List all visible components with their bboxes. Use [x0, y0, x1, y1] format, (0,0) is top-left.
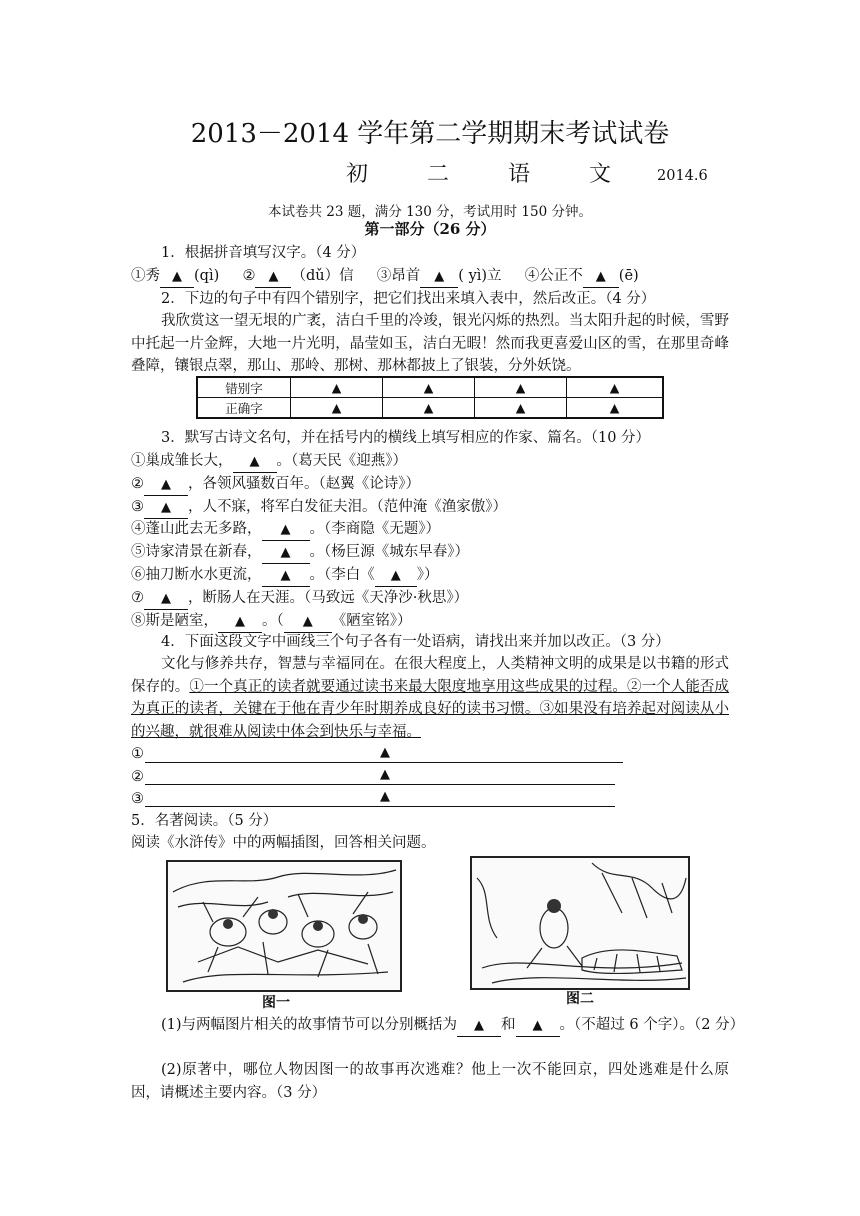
q3-line: ⑧斯是陋室， ▲ 。（ ▲ 《陋室铭》）	[131, 611, 412, 633]
underlined-sentences: ①一个真正的读者就要通过读书来最大限度地享用这些成果的过程。②一个人能否成为真正的读者，关键在于他在青少年时期养成良好的读书习惯。③如果没有培养起对阅读从小的兴趣，就很难从阅读中体会到快乐与幸福。	[131, 678, 730, 740]
q3-line: ①巢成雏长大， ▲ 。（葛天民《迎燕》）	[131, 451, 407, 473]
answer-blank[interactable]: ▲	[144, 475, 188, 496]
answer-blank[interactable]: ▲	[144, 498, 188, 519]
figure-one-caption: 图一	[262, 995, 290, 1011]
exam-title: 2013－2014 学年第二学期期末考试试卷	[190, 119, 670, 149]
answer-blank[interactable]: ▲	[284, 612, 332, 633]
answer-blank[interactable]: ▲	[420, 267, 458, 288]
answer-blank[interactable]: ▲	[457, 1016, 501, 1037]
q5-intro: 阅读《水浒传》中的两幅插图，回答相关问题。	[131, 835, 436, 851]
answer-line[interactable]	[145, 762, 623, 763]
q1-items: ①秀 ▲ (qì) ② ▲ （dǔ）信 ③昂首 ▲ ( yì)立 ④公正不 ▲ (ē)	[131, 266, 639, 288]
q3-line: ④蓬山此去无多路， ▲ 。（李商隐《无题》）	[131, 519, 440, 541]
answer-cell[interactable]: ▲	[567, 377, 663, 398]
answer-triangle: ▲	[380, 745, 390, 760]
answer-blank[interactable]: ▲	[516, 1016, 560, 1037]
q4-passage: 文化与修养共存，智慧与幸福同在。在很大程度上，人类精神文明的成果是以书籍的形式保存的。①一个真正的读者就要通过读书来最大限度地享用这些成果的过程。②一个人能否成为真正的读者，关键在于他在青少年时期养成良好的读书习惯。③如果没有培养起对阅读从小的兴趣，就很难从阅读中体会到快乐与幸福。	[131, 656, 730, 740]
q2-stem: 2．下边的句子中有四个错别字，把它们找出来填入表中，然后改正。（4 分）	[161, 291, 656, 307]
q3-line: ⑥抽刀断水水更流， ▲ 。（李白《 ▲ 》）	[131, 565, 439, 587]
answer-triangle: ▲	[380, 789, 390, 804]
answer-cell[interactable]: ▲	[567, 398, 663, 419]
answer-blank[interactable]: ▲	[233, 452, 277, 473]
answer-cell[interactable]: ▲	[291, 377, 383, 398]
q4-stem: 4．下面这段文字中画线三个句子各有一处语病，请找出来并加以改正。（3 分）	[161, 634, 670, 650]
figure-two-caption: 图二	[566, 991, 594, 1007]
answer-blank[interactable]: ▲	[144, 589, 188, 610]
illustration-figure-one	[166, 860, 402, 992]
q3-line: ② ▲ ，各领风骚数百年。（赵翼《论诗》）	[131, 474, 420, 496]
answer-blank[interactable]: ▲	[583, 267, 619, 288]
q1-stem: 1．根据拼音填写汉字。（4 分）	[161, 245, 366, 261]
answer-blank[interactable]: ▲	[375, 566, 417, 587]
error-table	[196, 376, 664, 419]
q5-part2: (2)原著中，哪位人物因图一的故事再次逃难？他上一次不能回京，四处逃难是什么原因，请概述主要内容。（3 分）	[131, 1062, 729, 1101]
q3-stem: 3．默写古诗文名句，并在括号内的横线上填写相应的作家、篇名。（10 分）	[161, 430, 651, 446]
q3-line: ⑦ ▲ ，断肠人在天涯。（马致远《天净沙·秋思》）	[131, 588, 468, 610]
answer-line[interactable]	[145, 806, 615, 807]
answer-mark: ②	[131, 769, 144, 785]
answer-cell[interactable]: ▲	[475, 398, 567, 419]
row-label: 正确字	[197, 398, 291, 419]
q3-line: ⑤诗家清景在新春， ▲ 。（杨巨源《城东早春》）	[131, 542, 469, 564]
q5-stem: 5．名著阅读。（5 分）	[131, 813, 278, 829]
answer-blank[interactable]: ▲	[262, 520, 310, 541]
q3-line: ③ ▲ ，人不寐，将军白发征夫泪。（范仲淹《渔家傲》）	[131, 497, 507, 519]
part-one-heading: 第一部分（26 分）	[364, 220, 496, 238]
exam-date: 2014.6	[657, 168, 708, 184]
answer-cell[interactable]: ▲	[383, 377, 475, 398]
answer-line[interactable]	[145, 784, 615, 785]
row-label: 错别字	[197, 377, 291, 398]
answer-blank[interactable]: ▲	[262, 543, 310, 564]
answer-cell[interactable]: ▲	[383, 398, 475, 419]
q5-part1: (1)与两幅图片相关的故事情节可以分别概括为 ▲ 和 ▲ 。（不超过 6 个字）。（2 分）	[161, 1015, 744, 1037]
exam-info: 本试卷共 23 题，满分 130 分，考试用时 150 分钟。	[268, 204, 592, 220]
answer-blank[interactable]: ▲	[218, 612, 262, 633]
illustration-figure-two	[470, 856, 690, 990]
answer-mark: ①	[131, 746, 144, 762]
answer-blank[interactable]: ▲	[255, 267, 291, 288]
subject-title: 初 二 语 文	[346, 162, 637, 187]
q2-passage: 我欣赏这一望无垠的广袤，洁白千里的冷竣，银光闪烁的热烈。当太阳升起的时候，雪野中托起一片金辉，大地一片光明，晶莹如玉，洁白无暇！然而我更喜爱山区的雪，在那里奇峰叠障，镶银点翠，那山、那岭、那树、那林都披上了银装，分外妖饶。	[131, 313, 729, 374]
answer-triangle: ▲	[380, 767, 390, 782]
answer-cell[interactable]: ▲	[291, 398, 383, 419]
answer-mark: ③	[131, 791, 144, 807]
answer-cell[interactable]: ▲	[475, 377, 567, 398]
answer-blank[interactable]: ▲	[262, 566, 310, 587]
answer-blank[interactable]: ▲	[160, 267, 194, 288]
